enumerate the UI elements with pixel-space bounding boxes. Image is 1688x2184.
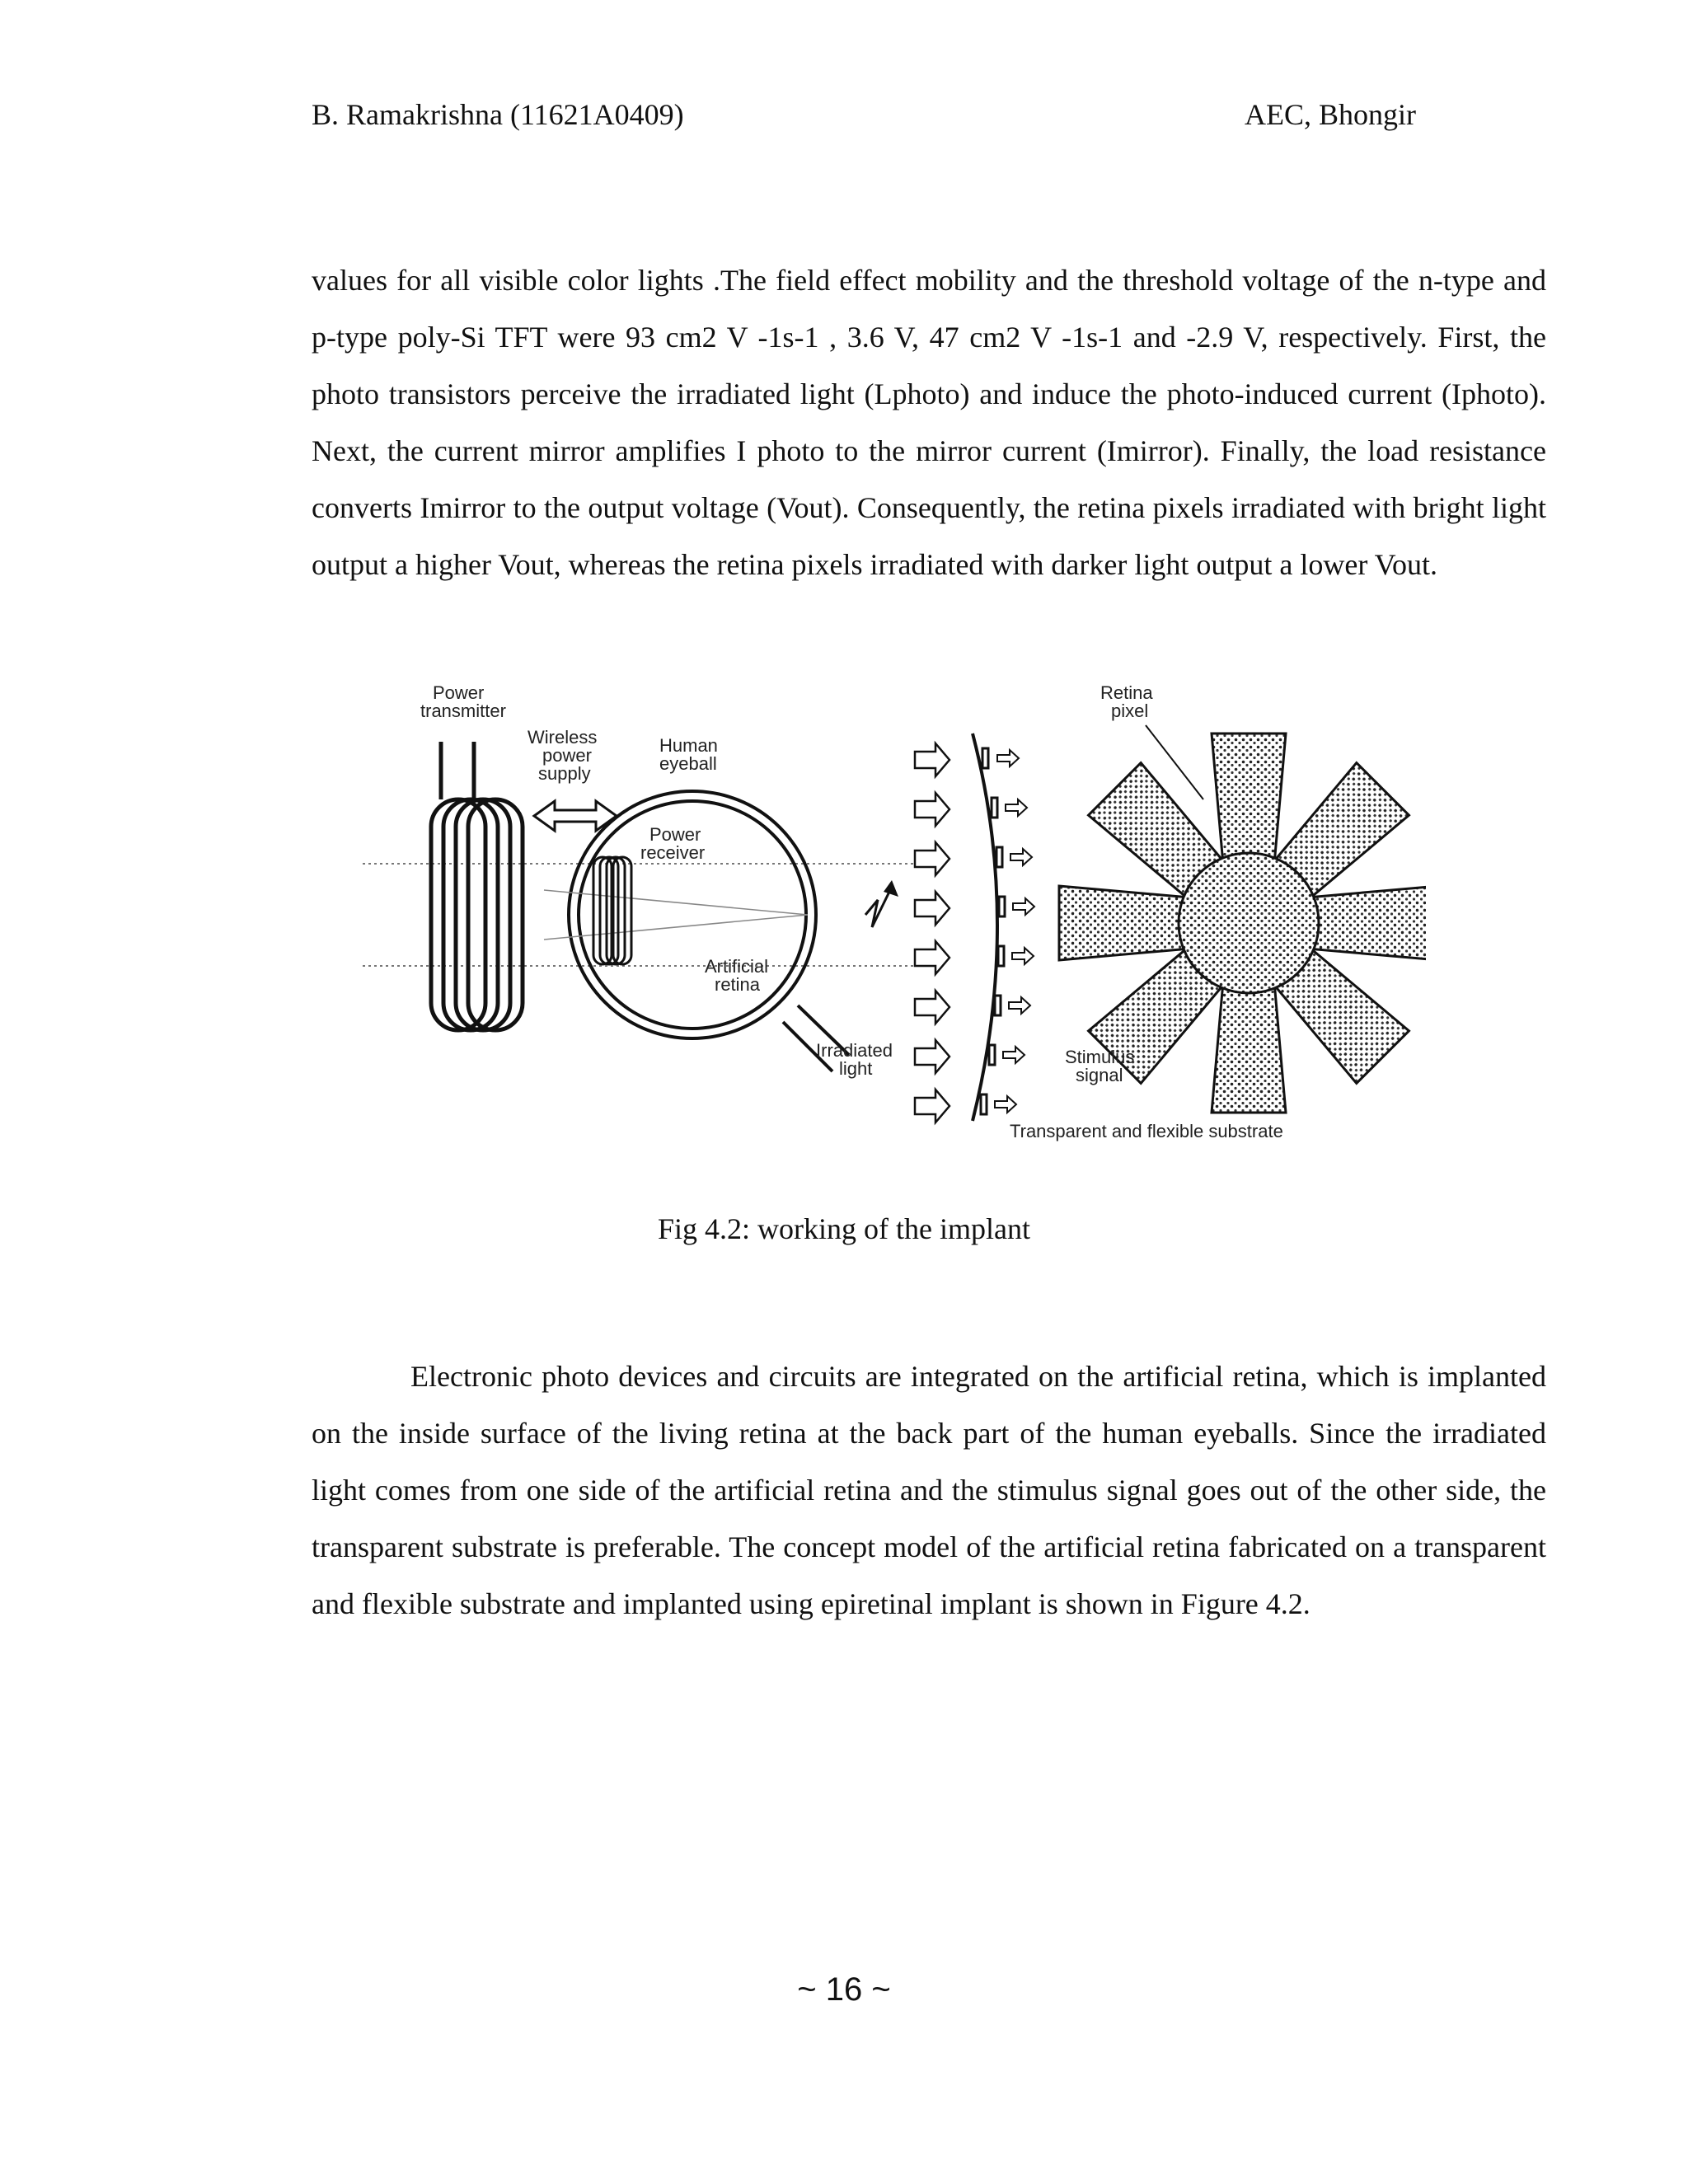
- label-wireless-3: supply: [538, 763, 591, 784]
- incoming-light-icon: [865, 890, 890, 927]
- label-irradiated-2: light: [839, 1058, 873, 1079]
- figure-caption: Fig 4.2: working of the implant: [658, 1212, 1030, 1245]
- header-author: B. Ramakrishna (11621A0409): [312, 98, 684, 131]
- label-irradiated-1: Irradiated: [816, 1040, 893, 1061]
- label-substrate: Transparent and flexible substrate: [1010, 1121, 1283, 1141]
- label-human-2: eyeball: [659, 753, 717, 774]
- page-number: ~ 16 ~: [797, 1971, 891, 2008]
- incoming-light-arrowhead-icon: [884, 880, 898, 897]
- label-artificial-2: retina: [715, 974, 761, 995]
- label-receiver-2: receiver: [640, 842, 706, 863]
- header-institution: AEC, Bhongir: [1244, 98, 1416, 131]
- paragraph-2: Electronic photo devices and circuits are integrated on the artificial retina, which is implanted on the inside surface of the living retina at the back part of the human eyeballs. Since the irradiated light comes from one side of the artificial retina and the stimulus signal goes out of the other side, the transparent substrate is preferable. The concept model of the artificial retina fabricated on a transparent and flexible substrate and implanted using epiretinal implant is shown in Figure 4.2.: [312, 1360, 1546, 1620]
- label-human-1: Human: [659, 735, 718, 756]
- label-retina-pixel-2: pixel: [1111, 701, 1149, 721]
- label-artificial-1: Artificial: [705, 956, 769, 977]
- label-retina-pixel-1: Retina: [1100, 682, 1153, 703]
- label-stimulus-1: Stimulus: [1065, 1047, 1135, 1067]
- label-wireless-1: Wireless: [528, 727, 598, 748]
- page-header: [312, 97, 1416, 138]
- implant-diagram-svg: [354, 676, 1426, 1162]
- label-power-transmitter-1: Power: [433, 682, 485, 703]
- implant-diagram: [354, 676, 1426, 1162]
- label-stimulus-2: signal: [1076, 1065, 1123, 1085]
- paragraph-1: values for all visible color lights .The field effect mobility and the threshold voltage of the n-type and p-type poly-Si TFT were 93 cm2 V -1s-1 , 3.6 V, 47 cm2 V -1s-1 and -2.9 V, respectively. First, the photo transistors perceive the irradiated light (Lphoto) and induce the photo-induced current (Iphoto). Next, the current mirror amplifies I photo to the mirror current (Imirror). Finally, the load resistance converts Imirror to the output voltage (Vout). Consequently, the retina pixels irradiated with bright light output a higher Vout, whereas the retina pixels irradiated with darker light output a lower Vout.: [312, 264, 1546, 581]
- power-receiver-coil: [593, 857, 631, 964]
- label-power-transmitter-2: transmitter: [420, 701, 506, 721]
- irradiated-light-arrows: [915, 743, 950, 1122]
- label-receiver-1: Power: [649, 824, 701, 845]
- label-wireless-2: power: [542, 745, 592, 766]
- stimulus-signal-arrows: [995, 750, 1034, 1113]
- power-transmitter-coil: [431, 742, 523, 1030]
